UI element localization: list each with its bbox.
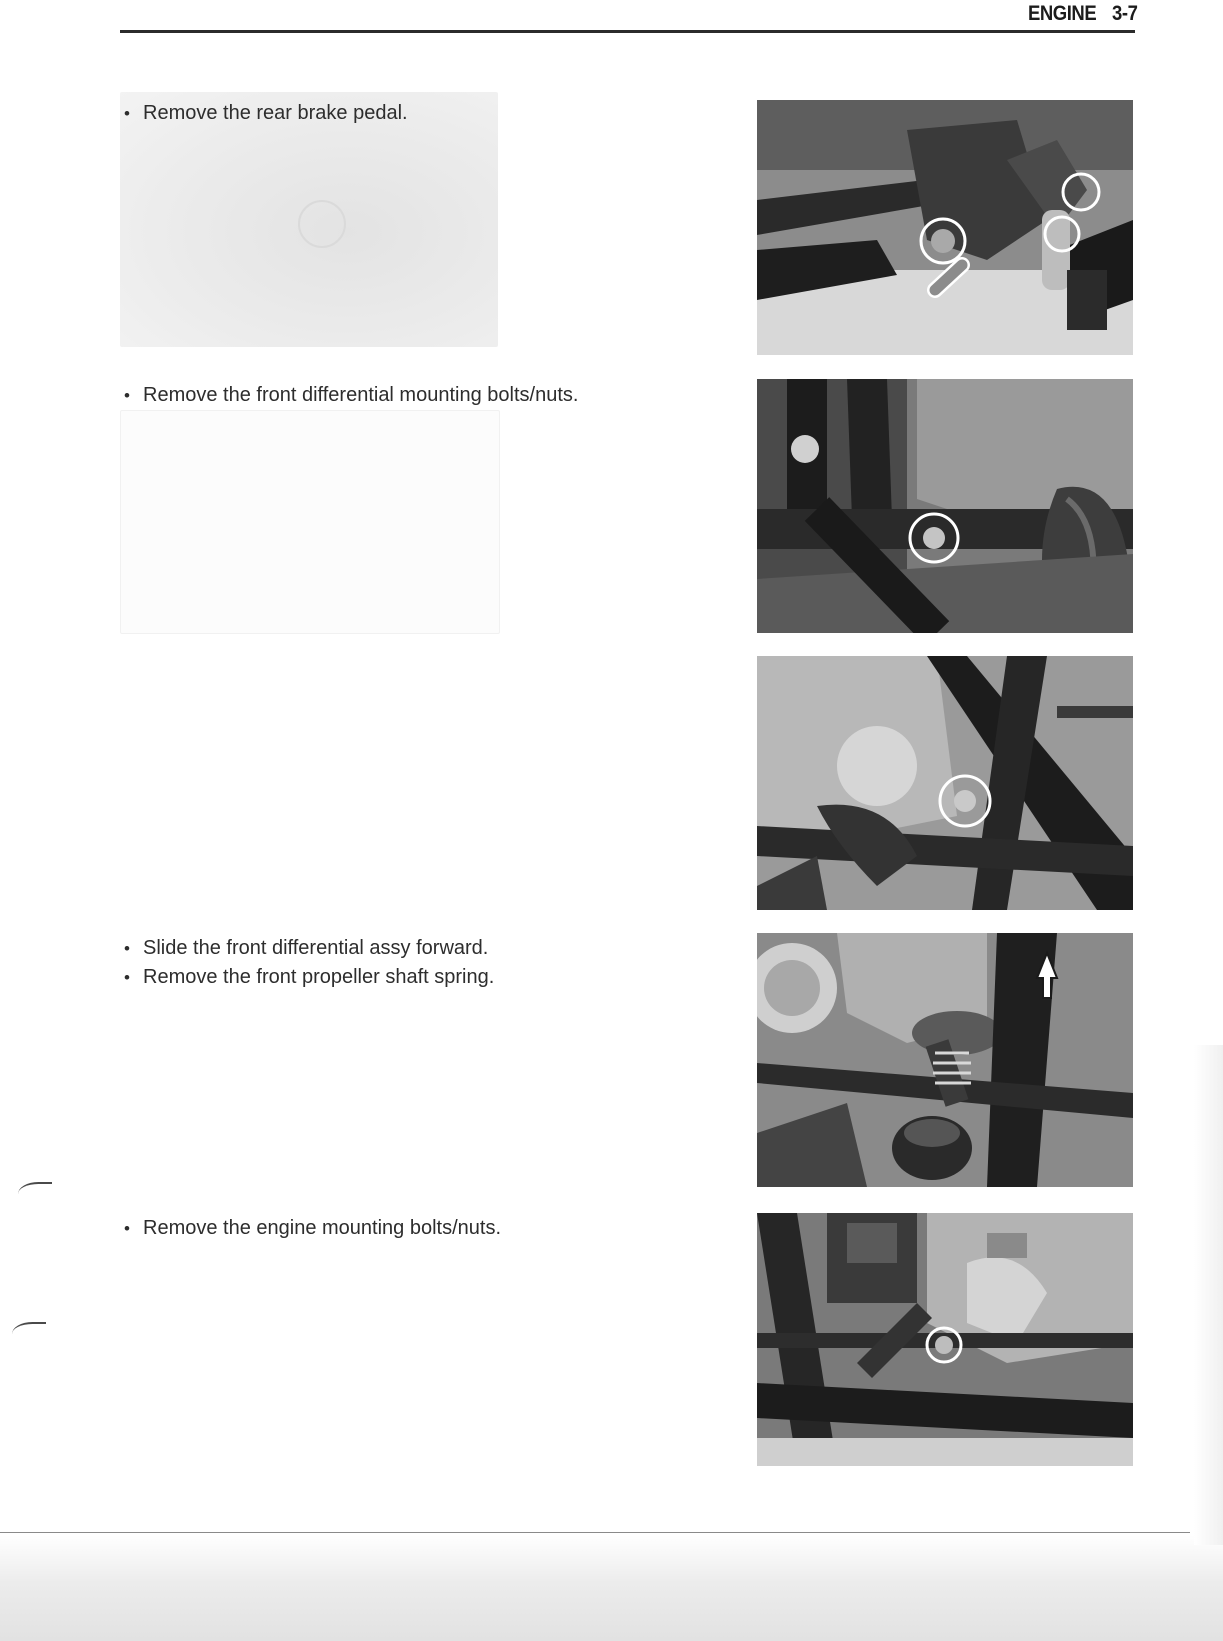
photo-front-differential-bolt-1 <box>757 379 1133 633</box>
step-text: Remove the engine mounting bolts/nuts. <box>143 1217 501 1239</box>
bullet: • <box>124 968 130 987</box>
step-remove-propeller-spring <box>124 963 494 992</box>
step-remove-front-diff-bolts <box>124 381 578 410</box>
scan-mark <box>18 1182 52 1202</box>
photo-engine-mounting-bolt <box>757 1213 1133 1466</box>
step-text: Slide the front differential assy forward. <box>143 937 489 959</box>
header-rule <box>120 30 1135 33</box>
step-text: Remove the front differential mounting bolts/nuts. <box>143 384 579 406</box>
page-number: 3-7 <box>1112 2 1138 25</box>
step-text: Remove the front propeller shaft spring. <box>143 966 495 988</box>
step-remove-engine-bolts <box>124 1214 501 1243</box>
bullet: • <box>124 1219 130 1238</box>
photo-rear-brake-pedal <box>757 100 1133 355</box>
section-title: ENGINE <box>1028 2 1097 25</box>
scan-mark <box>12 1322 46 1342</box>
footer-rule <box>0 1532 1190 1533</box>
scan-shadow <box>0 1535 1223 1641</box>
step-slide-front-diff <box>124 934 488 963</box>
photo-front-differential-bolt-2 <box>757 656 1133 910</box>
bullet: • <box>124 386 130 405</box>
scan-edge <box>1194 1045 1223 1545</box>
page-header <box>1028 2 1137 26</box>
step-remove-rear-brake-pedal <box>124 99 408 128</box>
bleed-through-image <box>120 92 498 347</box>
photo-propeller-shaft-spring <box>757 933 1133 1187</box>
step-text: Remove the rear brake pedal. <box>143 102 408 124</box>
bullet: • <box>124 104 130 123</box>
bleed-through-image <box>120 410 500 634</box>
bullet: • <box>124 939 130 958</box>
